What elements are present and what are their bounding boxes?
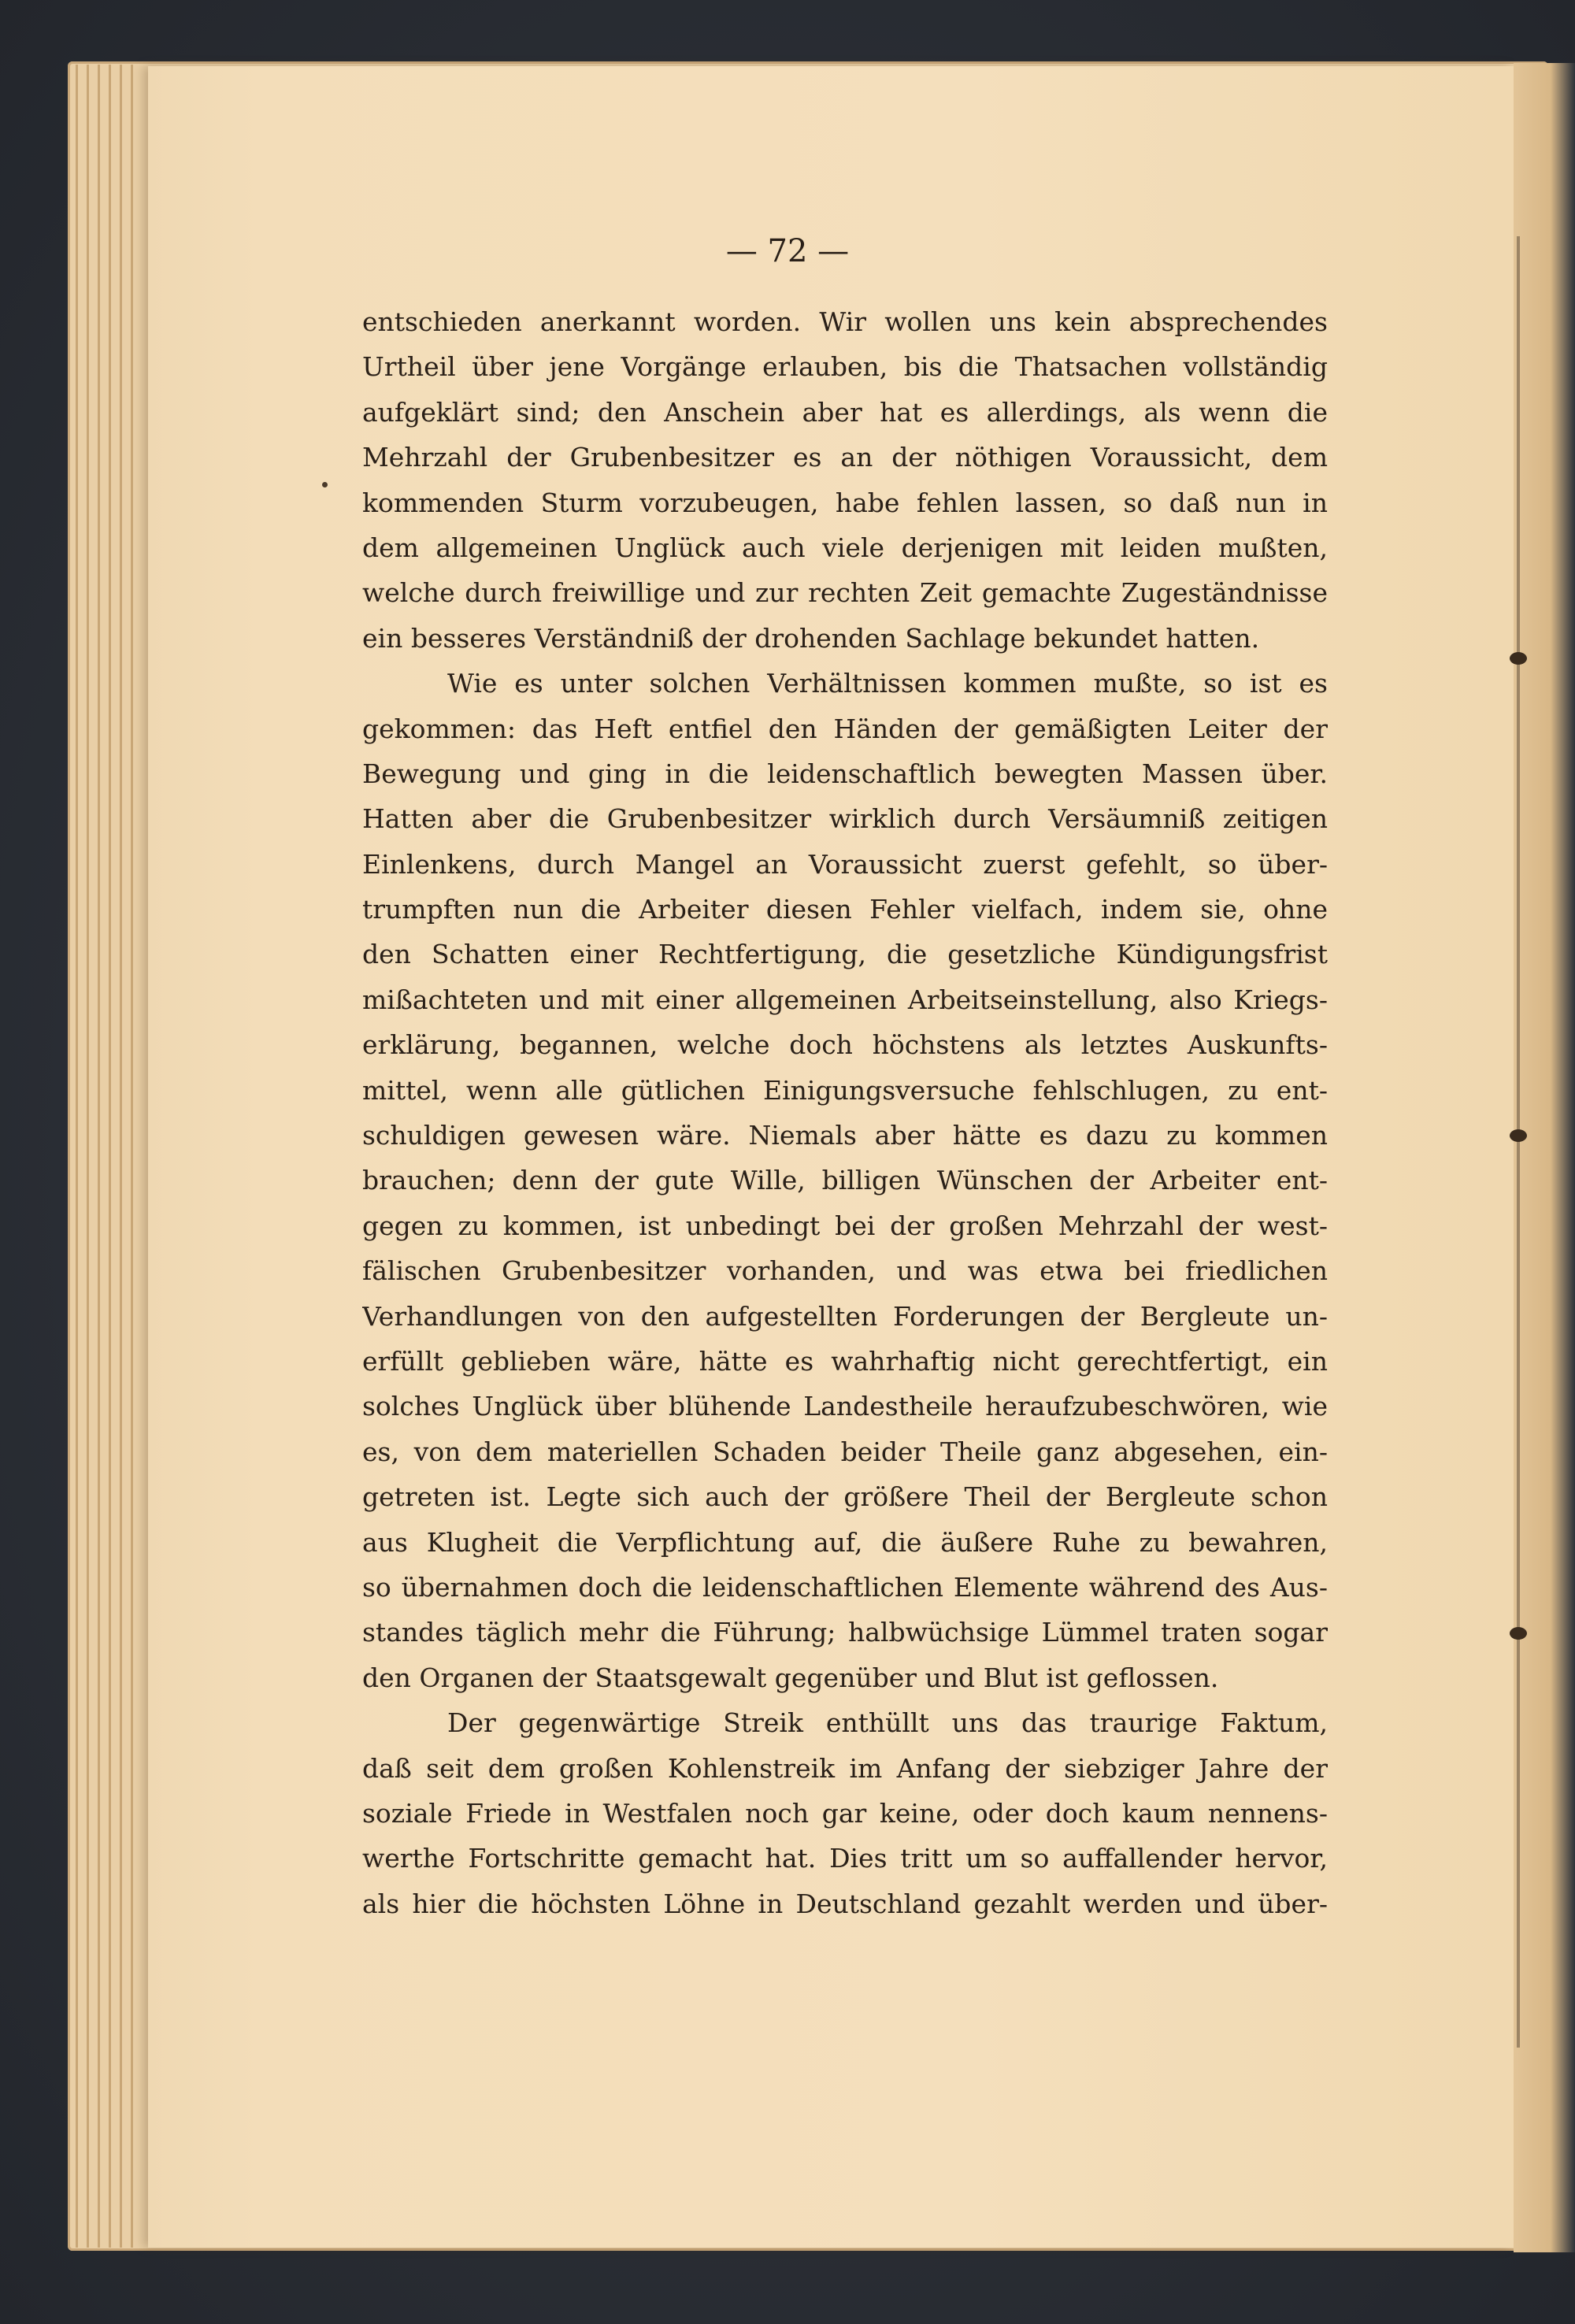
text-line: gegen zu kommen, ist unbedingt bei der großen Mehrzahl der west-	[362, 1210, 1328, 1241]
text-line: soziale Friede in Westfalen noch gar keine, oder doch kaum nennens-	[362, 1797, 1328, 1829]
text-line: Bewegung und ging in die leidenschaftlich bewegten Massen über.	[362, 758, 1328, 789]
page-number: — 72 —	[725, 233, 850, 269]
text-line: erfüllt geblieben wäre, hätte es wahrhaftig nicht gerechtfertigt, ein	[362, 1345, 1328, 1377]
text-line: Einlenkens, durch Mangel an Voraussicht zuerst gefehlt, so über-	[362, 848, 1328, 880]
text-line: so übernahmen doch die leidenschaftlichen Elemente während des Aus-	[362, 1571, 1328, 1603]
text-line: dem allgemeinen Unglück auch viele derjenigen mit leiden mußten,	[362, 532, 1328, 563]
text-line: aufgeklärt sind; den Anschein aber hat es allerdings, als wenn die	[362, 396, 1328, 428]
text-line: den Schatten einer Rechtfertigung, die gesetzliche Kündigungsfrist	[362, 939, 1328, 970]
text-line: Verhandlungen von den aufgestellten Forderungen der Bergleute un-	[362, 1300, 1328, 1332]
margin-mark	[1510, 652, 1527, 665]
text-line: brauchen; denn der gute Wille, billigen Wünschen der Arbeiter ent-	[362, 1165, 1328, 1196]
text-line: fälischen Grubenbesitzer vorhanden, und was etwa bei friedlichen	[362, 1255, 1328, 1287]
text-line: mittel, wenn alle gütlichen Einigungsversuche fehlschlugen, zu ent-	[362, 1074, 1328, 1106]
margin-dot	[322, 482, 328, 487]
body-text	[362, 299, 1328, 1926]
text-line: erklärung, begannen, welche doch höchstens als letztes Auskunfts-	[362, 1029, 1328, 1061]
text-line: welche durch freiwillige und zur rechten Zeit gemachte Zugeständnisse	[362, 577, 1328, 609]
text-line: es, von dem materiellen Schaden beider Theile ganz abgesehen, ein-	[362, 1436, 1328, 1467]
text-line: gekommen: das Heft entfiel den Händen der gemäßigten Leiter der	[362, 713, 1328, 744]
page-gutter-line	[1517, 236, 1520, 2048]
facing-page-edge	[1514, 63, 1575, 2252]
margin-mark	[1510, 1627, 1527, 1640]
text-line: getreten ist. Legte sich auch der größere Theil der Bergleute schon	[362, 1481, 1328, 1513]
text-line: als hier die höchsten Löhne in Deutschland gezahlt werden und über-	[362, 1888, 1328, 1919]
text-line: Hatten aber die Grubenbesitzer wirklich durch Versäumniß zeitigen	[362, 803, 1328, 835]
text-line: Mehrzahl der Grubenbesitzer es an der nöthigen Voraussicht, dem	[362, 442, 1328, 473]
text-line: trumpften nun die Arbeiter diesen Fehler vielfach, indem sie, ohne	[362, 894, 1328, 925]
text-line: aus Klugheit die Verpflichtung auf, die äußere Ruhe zu bewahren,	[362, 1526, 1328, 1558]
text-line: Urtheil über jene Vorgänge erlauben, bis die Thatsachen vollständig	[362, 351, 1328, 383]
text-line: entschieden anerkannt worden. Wir wollen uns kein absprechendes	[362, 306, 1328, 337]
paragraph-first-line: Der gegenwärtige Streik enthüllt uns das traurige Faktum,	[447, 1707, 1328, 1739]
text-line: solches Unglück über blühende Landestheile heraufzubeschwören, wie	[362, 1391, 1328, 1422]
text-line: werthe Fortschritte gemacht hat. Dies tritt um so auffallender hervor,	[362, 1843, 1328, 1874]
text-line: ein besseres Verständniß der drohenden Sachlage bekundet hatten.	[362, 622, 1260, 654]
margin-mark	[1510, 1129, 1527, 1142]
text-line: kommenden Sturm vorzubeugen, habe fehlen lassen, so daß nun in	[362, 487, 1328, 518]
text-line: standes täglich mehr die Führung; halbwüchsige Lümmel traten sogar	[362, 1617, 1328, 1648]
text-line: schuldigen gewesen wäre. Niemals aber hätte es dazu zu kommen	[362, 1120, 1328, 1151]
text-line: den Organen der Staatsgewalt gegenüber und Blut ist geflossen.	[362, 1662, 1219, 1693]
text-line: mißachteten und mit einer allgemeinen Arbeitseinstellung, also Kriegs-	[362, 984, 1328, 1015]
paragraph-first-line: Wie es unter solchen Verhältnissen kommen mußte, so ist es	[447, 668, 1328, 699]
text-line: daß seit dem großen Kohlenstreik im Anfang der siebziger Jahre der	[362, 1752, 1328, 1784]
